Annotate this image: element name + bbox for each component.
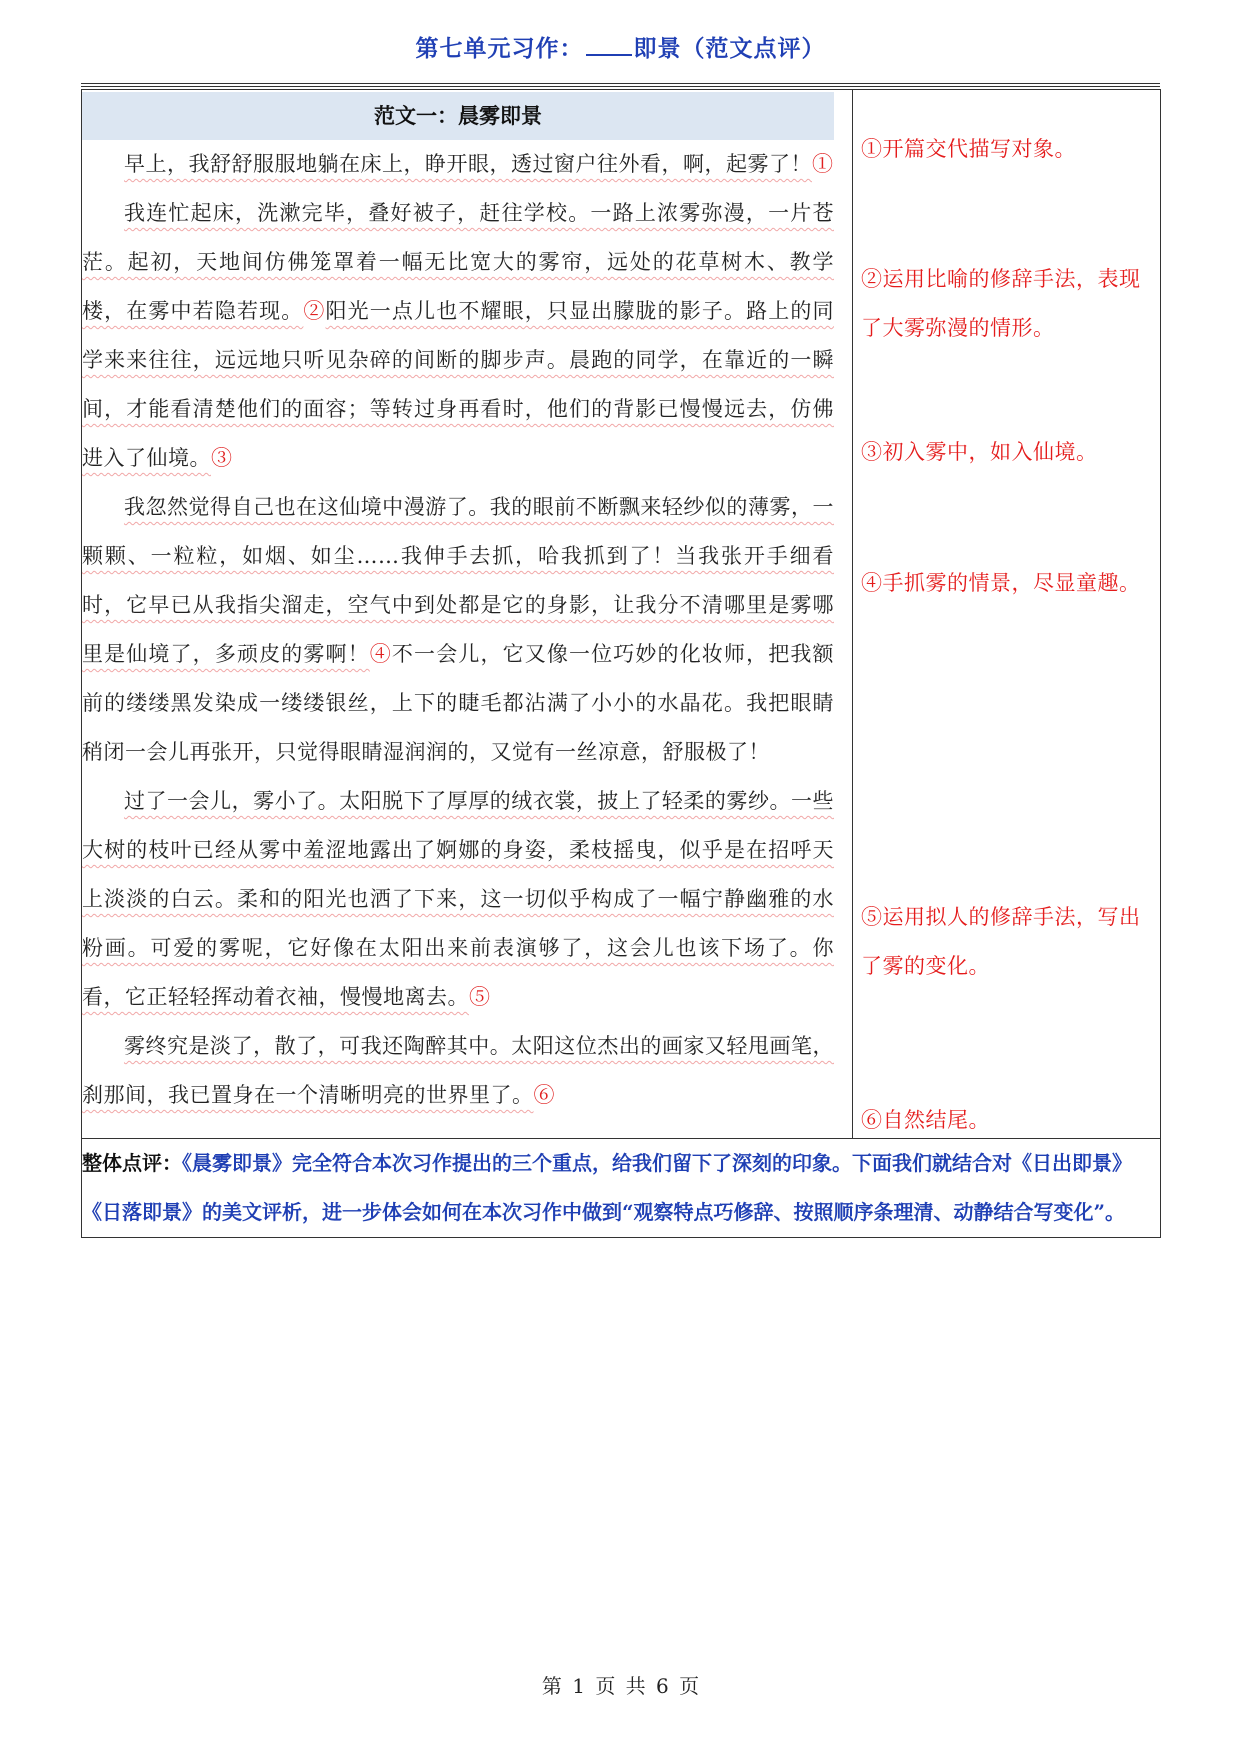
summary-cell [82, 1139, 1161, 1238]
paragraph-text-continued: 不一会儿，它又像一位巧妙的化妆师，把我额前的缕缕黑发染成一缕缕银丝，上下的睫毛都沾满了小小的水晶花。我把眼睛稍闭一会儿再张开，只觉得眼睛湿润润的，又觉有一丝凉意，舒服极了！ [82, 642, 835, 764]
paragraph-text: 过了一会儿，雾小了。太阳脱下了厚厚的绒衣裳，披上了轻柔的雾纱。一些大树的枝叶已经从雾中羞涩地露出了婀娜的身姿，柔枝摇曳，似乎是在招呼天上淡淡的白云。柔和的阳光也洒了下来，这一切似乎构成了一幅宁静幽雅的水粉画。可爱的雾呢，它好像在太阳出来前表演够了，这会儿也该下场了。你看，它正轻轻挥动着衣袖，慢慢地离去。 [82, 789, 834, 1009]
note-1: ①开篇交代描写对象。 [861, 137, 1076, 161]
essay-body [82, 140, 834, 1138]
essay-paragraph-2 [82, 189, 834, 483]
paragraph-text: 我连忙起床，洗漱完毕，叠好被子，赶往学校。一路上浓雾弥漫，一片苍茫。起初，天地间仿佛笼罩着一幅无比宽大的雾帘，远处的花草树木、教学楼，在雾中若隐若现。 [82, 201, 834, 323]
summary-text: 《晨雾即景》完全符合本次习作提出的三个重点，给我们留下了深刻的印象。下面我们就结合对《日出即景》《日落即景》的美文评析，进一步体会如何在本次习作中做到“观察特点巧修辞、按照顺序条理清、动静结合写变化”。 [82, 1151, 1132, 1224]
essay-paragraph-3 [82, 483, 834, 777]
header-blank-line [586, 36, 632, 56]
annotation-marker: ④ [369, 642, 392, 666]
page-header [0, 30, 1241, 63]
note-5: ⑤运用拟人的修辞手法，写出了雾的变化。 [861, 905, 1141, 978]
annotation-marker: ① [812, 152, 834, 176]
note-6: ⑥自然结尾。 [861, 1108, 990, 1132]
notes-cell [853, 90, 1161, 1139]
header-title-prefix: 第七单元习作： [415, 36, 584, 62]
header-rule-secondary [81, 86, 1160, 87]
note-2: ②运用比喻的修辞手法，表现了大雾弥漫的情形。 [861, 267, 1141, 340]
paragraph-text: 我忽然觉得自己也在这仙境中漫游了。我的眼前不断飘来轻纱似的薄雾，一颗颗、一粒粒，如烟、如尘……我伸手去抓，哈我抓到了！当我张开手细看时，它早已从我指尖溜走，空气中到处都是它的身影，让我分不清哪里是雾哪里是仙境了，多顽皮的雾啊！ [82, 495, 834, 666]
essay-title: 范文一：晨雾即景 [82, 92, 834, 140]
note-4: ④手抓雾的情景，尽显童趣。 [861, 571, 1141, 595]
header-title-suffix: 即景（范文点评） [633, 36, 826, 62]
essay-paragraph-1 [82, 140, 834, 189]
annotation-marker: ⑤ [469, 985, 491, 1009]
essay-paragraph-4 [82, 777, 834, 1022]
annotation-marker: ⑥ [533, 1083, 555, 1107]
essay-table [81, 89, 1161, 1238]
note-3: ③初入雾中，如入仙境。 [861, 440, 1098, 464]
paragraph-text: 早上，我舒舒服服地躺在床上，睁开眼，透过窗户往外看，啊，起雾了！ [124, 152, 812, 176]
page-number: 第 1 页 共 6 页 [541, 1674, 700, 1698]
essay-cell [82, 90, 853, 1139]
header-rule [81, 83, 1160, 84]
paragraph-text-continued: 阳光一点儿也不耀眼，只显出朦胧的影子。路上的同学来来往往，远远地只听见杂碎的间断的脚步声。晨跑的同学，在靠近的一瞬间，才能看清楚他们的面容；等转过身再看时，他们的背影已慢慢远去，仿佛进入了仙境。 [82, 299, 835, 470]
paragraph-text: 雾终究是淡了，散了，可我还陶醉其中。太阳这位杰出的画家又轻甩画笔，刹那间，我已置身在一个清晰明亮的世界里了。 [82, 1034, 834, 1107]
summary-label: 整体点评： [82, 1151, 182, 1175]
annotation-marker-2: ③ [211, 446, 233, 470]
annotation-marker: ② [303, 299, 326, 323]
essay-paragraph-5 [82, 1022, 834, 1120]
